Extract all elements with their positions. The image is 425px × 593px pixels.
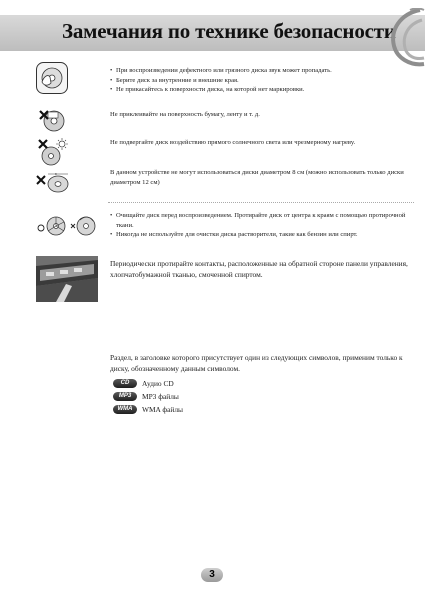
page-number: 3 [201, 568, 223, 582]
list-item: • При воспроизведении дефектного или грязного диска звук может пропадать. [110, 66, 410, 76]
cd-no-sun-icon [36, 138, 68, 166]
list-item: • Берите диск за внутренние и внешние края. [110, 76, 410, 86]
cd-8cm-no-icon [36, 172, 70, 194]
cd-badge: CD [113, 379, 137, 388]
no-paper-text: Не приклеивайте на поверхность бумагу, ленту и т. д. [110, 111, 260, 118]
no-sun-text: Не подвергайте диск воздействию прямого солнечного света или чрезмерному нагреву. [110, 139, 356, 146]
list-item: • Очищайте диск перед воспроизведением. Протирайте диск от центра к краям с помощью протирочной ткани. [110, 211, 410, 230]
symbol-row-wma [113, 403, 183, 415]
symbol-label: MP3 файлы [142, 391, 179, 401]
mp3-badge: MP3 [113, 392, 137, 401]
cd-wipe-icon [36, 210, 96, 242]
wma-badge: WMA [113, 405, 137, 414]
cd-no-paper-icon [36, 108, 68, 132]
symbols-intro-text: Раздел, в заголовке которого присутствует один из следующих символов, применим только к диску, обозначенному данным символом. [110, 353, 403, 373]
contacts-text: Периодически протирайте контакты, расположенные на обратной стороне панели управления, хлопчатобумажной тканью, смоченной спиртом. [110, 259, 408, 279]
disc-handling-text [110, 66, 410, 95]
symbol-label: Аудио CD [142, 378, 174, 388]
list-item: • Не прикасайтесь к поверхности диска, на которой нет маркировки. [110, 85, 410, 95]
page-title: Замечания по технике безопасности [62, 19, 396, 43]
symbol-row-cd [113, 377, 174, 389]
svg-text:8: 8 [55, 172, 57, 176]
cleaning-text [110, 211, 410, 240]
symbol-label: WMA файлы [142, 404, 184, 414]
divider [108, 202, 414, 203]
list-item: • Никогда не используйте для очистки диска растворители, такие как бензин или спирт. [110, 230, 410, 240]
header-swirl-icon [380, 8, 425, 68]
cd-hand-icon [36, 62, 68, 94]
panel-contacts-icon [36, 256, 98, 302]
disc-size-text: В данном устройстве не могут использоваться диски диаметром 8 см (можно использовать только диски диаметром 12 см) [110, 169, 404, 186]
symbol-row-mp3 [113, 390, 179, 402]
